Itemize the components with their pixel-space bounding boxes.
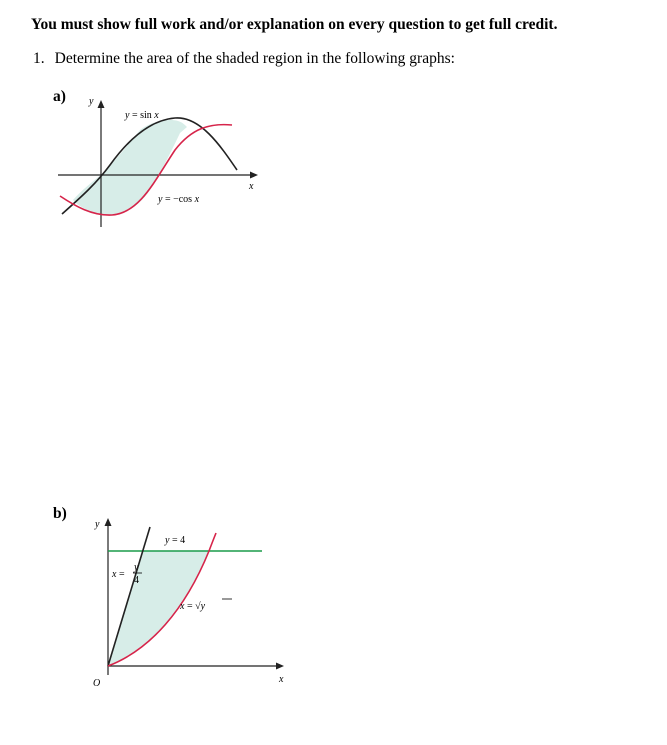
svg-text:x = √y: x = √y bbox=[180, 601, 206, 612]
graph-b-y-arrow bbox=[105, 518, 112, 526]
svg-text:y: y bbox=[134, 562, 139, 573]
svg-text:x =: x = bbox=[112, 569, 125, 580]
graph-b-x-label: x bbox=[279, 674, 284, 685]
question-number: 1. bbox=[33, 50, 45, 67]
graph-a-x-label: x bbox=[249, 181, 254, 192]
instruction-header: You must show full work and/or explanation on every question to get full credit. bbox=[31, 16, 558, 33]
graph-b-y-label: y bbox=[95, 519, 100, 530]
graph-b-origin-label: O bbox=[93, 678, 101, 689]
graph-a-sin-label: y = sin x bbox=[125, 110, 159, 121]
svg-text:4: 4 bbox=[134, 575, 139, 586]
graph-b-sqrt-label bbox=[179, 599, 232, 612]
part-b-label: b) bbox=[53, 505, 67, 522]
question-prompt: Determine the area of the shaded region in the following graphs: bbox=[54, 50, 455, 67]
graph-a-cos-label: y = −cos x bbox=[158, 194, 200, 205]
graph-b-y4-label: y = 4 bbox=[165, 535, 186, 546]
graph-b-x-arrow bbox=[276, 663, 284, 670]
part-a-label: a) bbox=[53, 88, 66, 105]
graph-a-y-label: y bbox=[89, 96, 94, 107]
